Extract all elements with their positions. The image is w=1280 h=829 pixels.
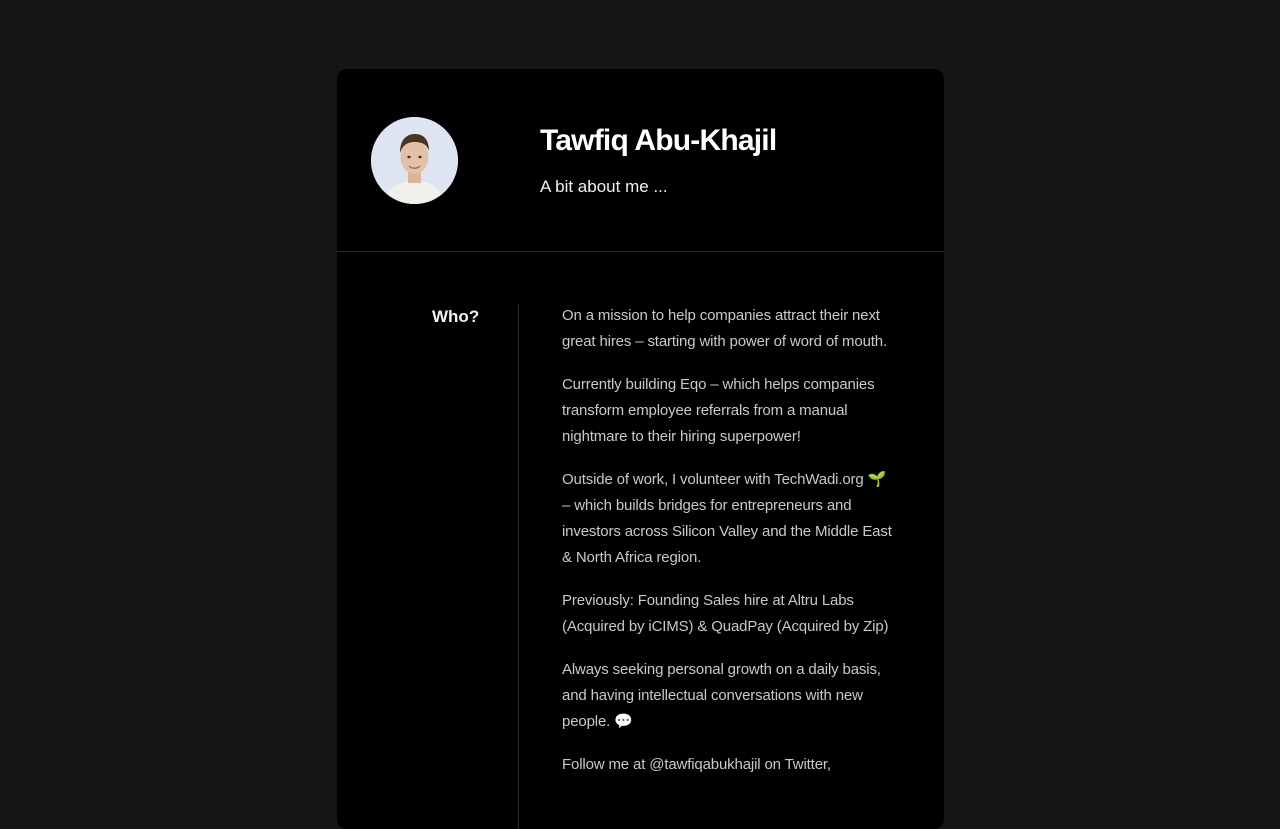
about-section — [337, 252, 944, 829]
bio-paragraph-growth: Always seeking personal growth on a daily basis, and having intellectual conversations with new people. 💬 — [562, 661, 881, 730]
bio-paragraph-previously: Previously: Founding Sales hire at Altru Labs (Acquired by iCIMS) & QuadPay (Acquired by Zip) — [562, 592, 889, 635]
profile-header — [337, 69, 944, 252]
avatar-photo-icon — [371, 117, 458, 204]
avatar — [371, 117, 458, 204]
bio-paragraph-follow: Follow me at @tawfiqabukhajil on Twitter, — [562, 756, 831, 773]
profile-name: Tawfiq Abu-Khajil — [540, 124, 777, 157]
section-divider — [518, 304, 519, 829]
section-label-who: Who? — [432, 307, 480, 326]
bio-paragraph-mission: On a mission to help companies attract their next great hires – starting with power of word of mouth. — [562, 307, 888, 350]
profile-card — [337, 69, 944, 829]
bio-text — [562, 303, 892, 795]
bio-paragraph-volunteer: Outside of work, I volunteer with TechWadi.org 🌱 – which builds bridges for entrepreneurs and investors across Silicon Valley and the Middle East & North Africa region. — [562, 471, 892, 566]
bio-paragraph-current: Currently building Eqo – which helps companies transform employee referrals from a manual nightmare to their hiring superpower! — [562, 376, 875, 445]
profile-tagline: A bit about me ... — [540, 177, 668, 196]
